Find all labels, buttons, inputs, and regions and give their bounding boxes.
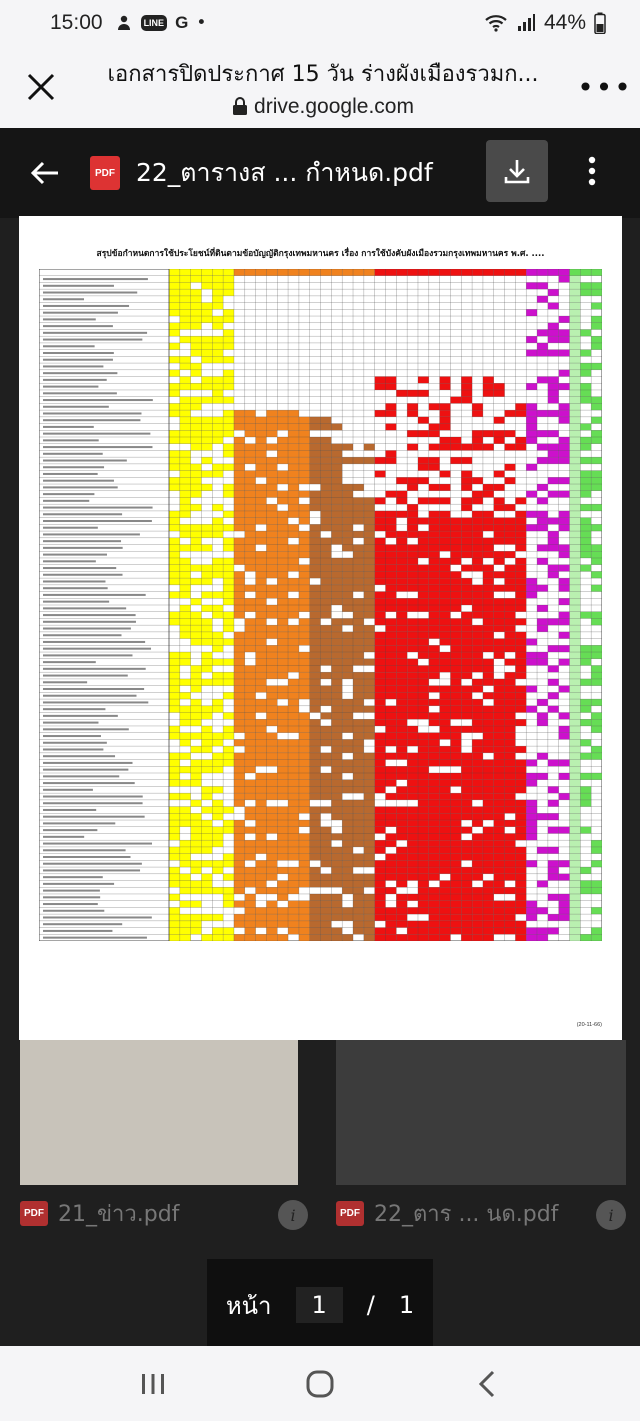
battery-percent: 44% — [543, 11, 586, 34]
background-file-right — [336, 1196, 558, 1231]
back-button[interactable] — [0, 128, 90, 218]
browser-more-button[interactable] — [570, 46, 640, 128]
status-right — [484, 11, 606, 35]
download-icon — [503, 157, 531, 185]
recent-apps-button[interactable] — [123, 1354, 183, 1414]
land-use-table — [39, 269, 602, 941]
background-file-left — [20, 1196, 179, 1231]
recent-apps-icon — [140, 1372, 166, 1396]
browser-header — [0, 46, 640, 128]
info-icon: i — [278, 1200, 308, 1230]
page-label: หน้า — [225, 1291, 272, 1320]
status-bar — [0, 0, 640, 46]
download-button[interactable] — [486, 140, 548, 202]
total-pages: 1 — [398, 1291, 415, 1319]
document-title: สรุปข้อกำหนดการใช้ประโยชน์ที่ดินตามข้อบัญญัติกรุงเทพมหานคร เรื่อง การใช้บังคับผังเมืองรวมกรุงเทพมหานคร พ.ศ. .... — [96, 249, 545, 259]
page-separator: / — [366, 1291, 375, 1319]
signal-icon — [516, 13, 536, 33]
browser-title-block — [82, 56, 570, 119]
background-file-thumbnail-right — [336, 1040, 626, 1185]
back-nav-button[interactable] — [457, 1354, 517, 1414]
system-nav-bar — [0, 1346, 640, 1421]
home-button[interactable] — [290, 1354, 350, 1414]
arrow-left-icon — [30, 160, 60, 186]
browser-url — [82, 95, 564, 119]
close-icon — [26, 72, 56, 102]
close-button[interactable] — [0, 46, 82, 128]
document-date: (20-11-66) — [576, 1022, 602, 1028]
more-horizontal-icon: ••• — [577, 70, 633, 104]
browser-page-title: เอกสารปิดประกาศ 15 วัน ร่างผังเมืองรวมก... — [107, 61, 539, 87]
page-indicator — [207, 1259, 433, 1351]
viewer-more-button[interactable] — [570, 138, 614, 204]
current-page: 1 — [296, 1287, 343, 1323]
pdf-file-icon: PDF — [20, 1201, 48, 1226]
pdf-file-icon: PDF — [90, 156, 120, 190]
wifi-icon — [484, 13, 508, 33]
pdf-viewer-toolbar — [0, 128, 640, 218]
google-icon: G — [175, 13, 189, 32]
viewer-file-name: 22_ตารางส ... กำหนด.pdf — [136, 158, 433, 187]
line-app-icon: LINE — [141, 15, 168, 31]
info-icon: i — [596, 1200, 626, 1230]
background-file-right-name: 22_ตาร ... นด.pdf — [374, 1202, 559, 1227]
browser-url-text: drive.google.com — [254, 94, 414, 118]
chevron-left-icon — [477, 1369, 497, 1399]
pdf-page[interactable] — [19, 216, 622, 1040]
pdf-file-icon: PDF — [336, 1201, 364, 1226]
notification-person-icon — [115, 14, 133, 32]
lock-icon — [232, 97, 248, 116]
battery-icon — [594, 12, 606, 34]
background-file-left-name: 21_ข่าว.pdf — [58, 1202, 180, 1227]
home-icon — [305, 1369, 335, 1399]
notification-icons — [115, 13, 207, 33]
status-time: 15:00 — [50, 11, 103, 34]
more-vertical-icon — [588, 156, 596, 186]
more-notifications-dot: • — [196, 13, 207, 33]
background-file-thumbnail-left — [20, 1040, 298, 1185]
